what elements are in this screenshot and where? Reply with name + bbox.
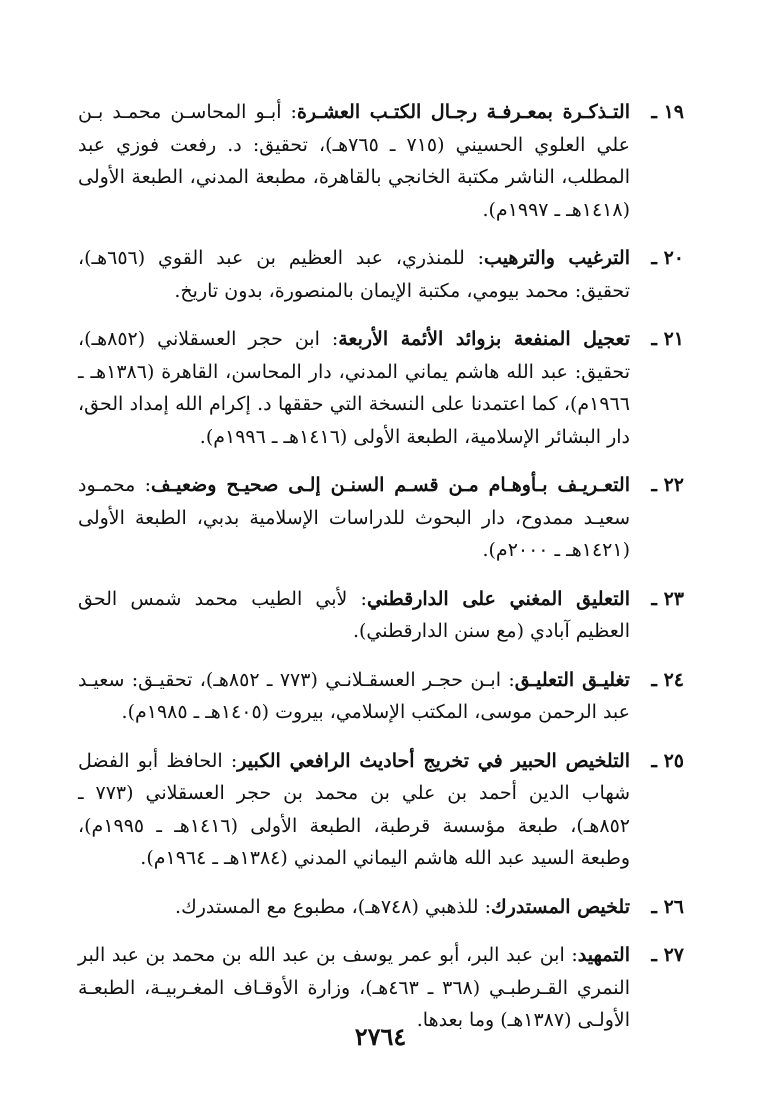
- bibliography-entry-26: [78, 891, 684, 924]
- entry-title: تعجيل المنفعة بزوائد الأئمة الأربعة: [338, 328, 630, 350]
- entry-text: : أبـو المحاسـن محمـد بـن علي العلوي الحسيني (٧١٥ ـ ٧٦٥هـ)، تحقيق: د. رفعت فوزي عبد المطلب، الناشر مكتبة الخانجي بالقاهرة، مطبعة المدني، الطبعة الأولى (١٤١٨هـ ـ ١٩٩٧م).: [78, 101, 630, 221]
- entry-title: التـذكـرة بمعـرفـة رجـال الكتـب العشـرة: [296, 101, 630, 123]
- entry-number: ١٩ ـ: [651, 101, 684, 123]
- entry-title: تغليـق التعليـق: [514, 668, 630, 691]
- entry-title: تلخيص المستدرك: [490, 895, 630, 918]
- entry-text: : ابـن حجـر العسقـلانـي (٧٧٣ ـ ٨٥٢هـ)، تحقيـق: سعيـد عبد الرحمن موسى، المكتب الإسلامي، بيروت (١٤٠٥هـ ـ ١٩٨٥م).: [78, 668, 630, 723]
- bibliography-entry-20: [78, 242, 684, 307]
- entry-text: : للذهبي (٧٤٨هـ)، مطبوع مع المستدرك.: [175, 895, 491, 918]
- entry-title: التمهيد: [577, 944, 630, 966]
- entry-title: التعـريـف بـأوهـام مـن قسـم السنـن إلـى صحيـح وضعيـف: [151, 474, 630, 496]
- entry-text: : ابن عبد البر، أبو عمر يوسف بن عبد الله بن محمد بن عبد البر النمري القـرطبـي (٣٦٨ ـ ٤٦٣هـ)، وزارة الأوقـاف المغـربيـة، الطبعـة الأولـى (١٣٨٧هـ) وما بعدها.: [78, 944, 630, 1031]
- entry-number: ٢١ ـ: [651, 328, 684, 350]
- entry-title: الترغيب والترهيب: [484, 247, 630, 269]
- bibliography-entry-25: [78, 745, 684, 875]
- entry-text: : لأبي الطيب محمد شمس الحق العظيم آبادي (مع سنن الدارقطني).: [78, 587, 630, 642]
- entry-number: ٢٤ ـ: [651, 668, 684, 691]
- entry-number: ٢٢ ـ: [651, 474, 684, 496]
- bibliography-entry-22: [78, 469, 684, 567]
- entry-number: ٢٥ ـ: [651, 749, 684, 772]
- bibliography-entry-19: [78, 96, 684, 226]
- page-number: ٢٧٦٤: [354, 1022, 407, 1051]
- bibliography-entry-21: [78, 323, 684, 453]
- entry-text: : ابن حجر العسقلاني (٨٥٢هـ)، تحقيق: عبد الله هاشم يماني المدني، دار المحاسن، القاهرة (١٣٨٦هـ ـ ١٩٦٦م)، كما اعتمدنا على النسخة التي حققها د. إكرام الله إمداد الحق، دار البشائر الإسلامية، الطبعة الأولى (١٤١٦هـ ـ ١٩٩٦م).: [78, 328, 630, 448]
- entry-text: : للمنذري، عبد العظيم بن عبد القوي (٦٥٦هـ)، تحقيق: محمد بيومي، مكتبة الإيمان بالمنصورة، بدون تاريخ.: [78, 247, 630, 302]
- bibliography-entry-23: [78, 583, 684, 648]
- entry-text: : محمـود سعيـد ممدوح، دار البحوث للدراسات الإسلامية بدبي، الطبعة الأولى (١٤٢١هـ ـ ٢٠٠٠م).: [78, 474, 630, 561]
- entry-number: ٢٣ ـ: [651, 587, 684, 610]
- bibliography-entry-24: [78, 664, 684, 729]
- entry-number: ٢٦ ـ: [651, 895, 684, 918]
- entry-number: ٢٠ ـ: [651, 247, 684, 269]
- entry-title: التلخيص الحبير في تخريج أحاديث الرافعي الكبير: [237, 749, 630, 772]
- entry-text: : الحافظ أبو الفضل شهاب الدين أحمد بن علي بن محمد بن حجر العسقلاني (٧٧٣ ـ ٨٥٢هـ)، طبعة مؤسسة قرطبة، الطبعة الأولى (١٤١٦هـ ـ ١٩٩٥م)، وطبعة السيد عبد الله هاشم اليماني المدني (١٣٨٤هـ ـ ١٩٦٤م).: [78, 749, 630, 869]
- bibliography-list: [78, 96, 684, 1053]
- entry-title: التعليق المغني على الدارقطني: [366, 587, 630, 610]
- entry-number: ٢٧ ـ: [651, 944, 684, 966]
